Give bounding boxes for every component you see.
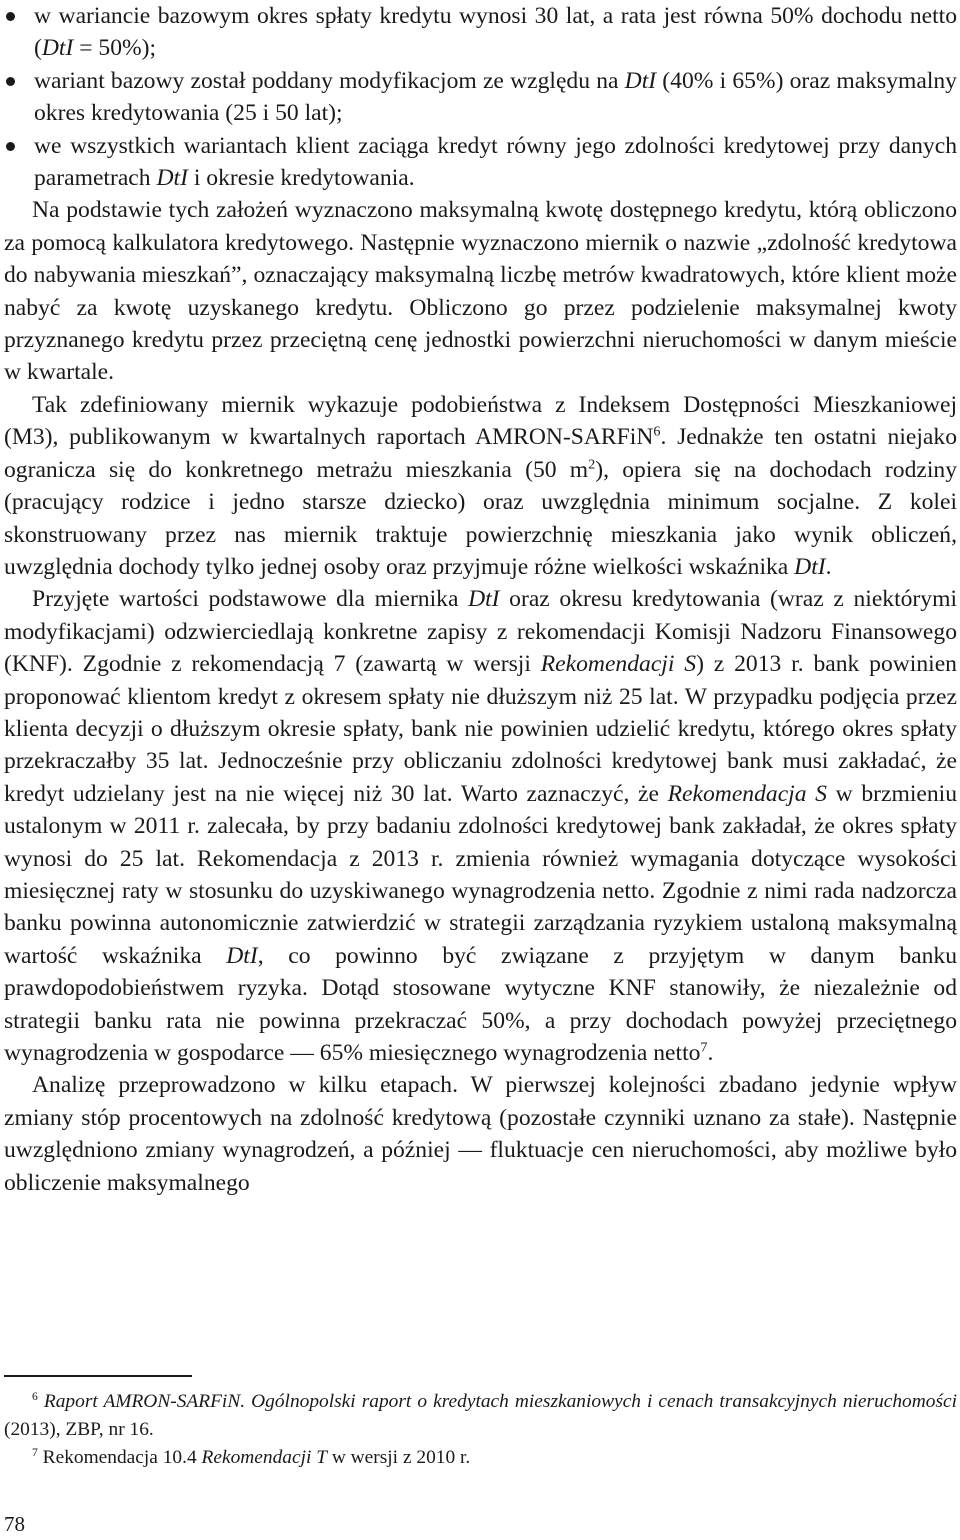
paragraph	[4, 389, 957, 583]
bullet-text	[34, 3, 957, 61]
footnote	[4, 1388, 957, 1444]
italic-text: DtI	[624, 67, 657, 94]
bullet-list	[4, 0, 957, 194]
bullet-item	[4, 65, 957, 130]
page-number: 78	[4, 1512, 25, 1536]
text-run: Na podstawie tych założeń wyznaczono maksymalną kwotę dostępnego kredytu, którą obliczono za pomocą kalkulatora kredytowego. Następnie wyznaczono miernik o nazwie „zdolność kredytowa do nabywania mieszkań”, oznaczający maksymalną liczbę metrów kwadratowych, które klient może nabyć za kwotę uzyskanego kredytu. Obliczono go przez podzielenie maksymalnej kwoty przyznanego kredytu przez przeciętną cenę jednostki powierzchni nieruchomości w danym mieście w kwartale.	[4, 197, 957, 386]
text-run: .	[825, 553, 832, 580]
footnotes	[4, 1388, 957, 1472]
text-run: wariant bazowy został poddany modyfikacjom ze względu na	[34, 67, 625, 94]
text-run: Rekomendacja 10.4	[37, 1447, 202, 1468]
footnote-ref: 6	[653, 423, 661, 440]
bullet-item	[4, 0, 957, 65]
text-run: w wersji z 2010 r.	[326, 1447, 471, 1468]
text-run: . Jednakże ten ostatni niejako ogranicza się do konkretnego metrażu mieszkania (50 m	[4, 424, 957, 483]
bullet-dot-icon	[6, 12, 15, 21]
text-run: Tak zdefiniowany miernik wykazuje podobieństwa z Indeksem Dostępności Mieszkaniowej (M3), publikowanym w kwartalnych raportach AMRON-SARFiN	[4, 391, 957, 451]
italic-text: DtI	[794, 553, 826, 580]
text-run: ) z 2013 r. bank powinien proponować klientom kredyt z okresem spłaty nie dłuższym niż 25 lat. W przypadku podjęcia przez klienta decyzji o dłuższym okresie spłaty, bank nie powinien udzielić kredytu, którego okres spłaty przekraczałby 35 lat. Jednocześnie przy obliczaniu zdolności kredytowej bank musi zakładać, że kredyt udzielany jest na nie więcej niż 30 lat. Warto zaznaczyć, że	[4, 651, 957, 807]
footnote-ref: 7	[32, 1446, 38, 1460]
text-run: oraz okresu kredytowania (wraz z niektórymi modyfikacjami) odzwierciedlają konkretne zapisy z rekomendacji Komisji Nadzoru Finansowego (KNF). Zgodnie z rekomendacją 7 (zawartą w wersji	[4, 586, 957, 678]
text-run: ), opiera się na dochodach rodziny (pracujący rodzice i jedno starsze dziecko) oraz uwzględnia minimum socjalne. Z kolei skonstruowany przez nas miernik traktuje powierzchnię mieszkania jako wynik obliczeń, uwzględnia dochody tylko jednej osoby oraz przyjmuje różne wielkości wskaźnika	[4, 456, 957, 580]
bullet-item	[4, 130, 957, 195]
bullet-dot-icon	[6, 142, 15, 151]
text-run: Analizę przeprowadzono w kilku etapach. W pierwszej kolejności zbadano jedynie wpływ zmiany stóp procentowych na zdolność kredytową (pozostałe czynniki uznano za stałe). Następnie uwzględniono zmiany wynagrodzeń, a później — fluktuacje cen nieruchomości, aby możliwe było obliczenie maksymalnego	[4, 1072, 957, 1196]
text-run: (40% i 65%) oraz maksymalny okres kredytowania (25 i 50 lat);	[34, 67, 957, 127]
paragraph	[4, 583, 957, 1069]
paragraph	[4, 194, 957, 388]
text-run: we wszystkich wariantach klient zaciąga kredyt równy jego zdolności kredytowej przy danych parametrach	[34, 132, 957, 192]
footnote	[4, 1444, 957, 1472]
italic-text: Rekomendacja S	[667, 780, 827, 807]
footnote-ref: 6	[32, 1390, 38, 1404]
bullet-dot-icon	[6, 77, 15, 86]
text-run: (2013), ZBP, nr 16.	[4, 1419, 154, 1440]
text-run: w brzmieniu ustalonym w 2011 r. zalecała, by przy badaniu zdolności kredytowej bank zakładał, że okres spłaty wynosi do 25 lat. Rekomendacja z 2013 r. zmienia również wymagania dotyczące wysokości miesięcznej raty w stosunku do uzyskiwanego wynagrodzenia netto. Zgodnie z nimi rada nadzorcza banku powinna autonomicznie zatwierdzić w strategii zarządzania ryzykiem ustaloną maksymalną wartość wskaźnika	[4, 780, 958, 969]
page-body	[4, 0, 957, 1199]
text-run: .	[707, 1040, 714, 1066]
italic-text: DtI	[468, 586, 500, 613]
text-run: , co powinno być związane z przyjętym w danym banku prawdopodobieństwem ryzyka. Dotąd stosowane wytyczne KNF stanowiły, że niezależnie od strategii banku rata nie powinna przekraczać 50%, a przy dochodach powyżej przeciętnego wynagrodzenia w gospodarce — 65% miesięcznego wynagrodzenia netto	[4, 942, 957, 1066]
footnote-ref: 2	[588, 456, 596, 473]
italic-text: DtI	[41, 35, 74, 62]
italic-text: DtI	[226, 942, 258, 969]
bullet-text	[34, 133, 957, 191]
italic-text: Rekomendacji S	[540, 651, 697, 678]
text-run: Przyjęte wartości podstawowe dla miernika	[32, 586, 469, 613]
footnote-separator	[4, 1375, 192, 1377]
footnote-ref: 7	[700, 1039, 708, 1056]
paragraph	[4, 1069, 957, 1199]
text-run: w wariancie bazowym okres spłaty kredytu wynosi 30 lat, a rata jest równa 50% dochodu netto (	[34, 3, 957, 62]
italic-text: DtI	[156, 165, 188, 192]
text-run: i okresie kredytowania.	[187, 165, 415, 192]
italic-text: Raport AMRON-SARFiN. Ogólnopolski raport o kredytach mieszkaniowych i cenach transakcyjnych nieruchomości	[43, 1391, 957, 1412]
italic-text: Rekomendacji T	[201, 1447, 327, 1468]
bullet-text	[34, 68, 957, 126]
text-run: = 50%);	[73, 35, 157, 62]
